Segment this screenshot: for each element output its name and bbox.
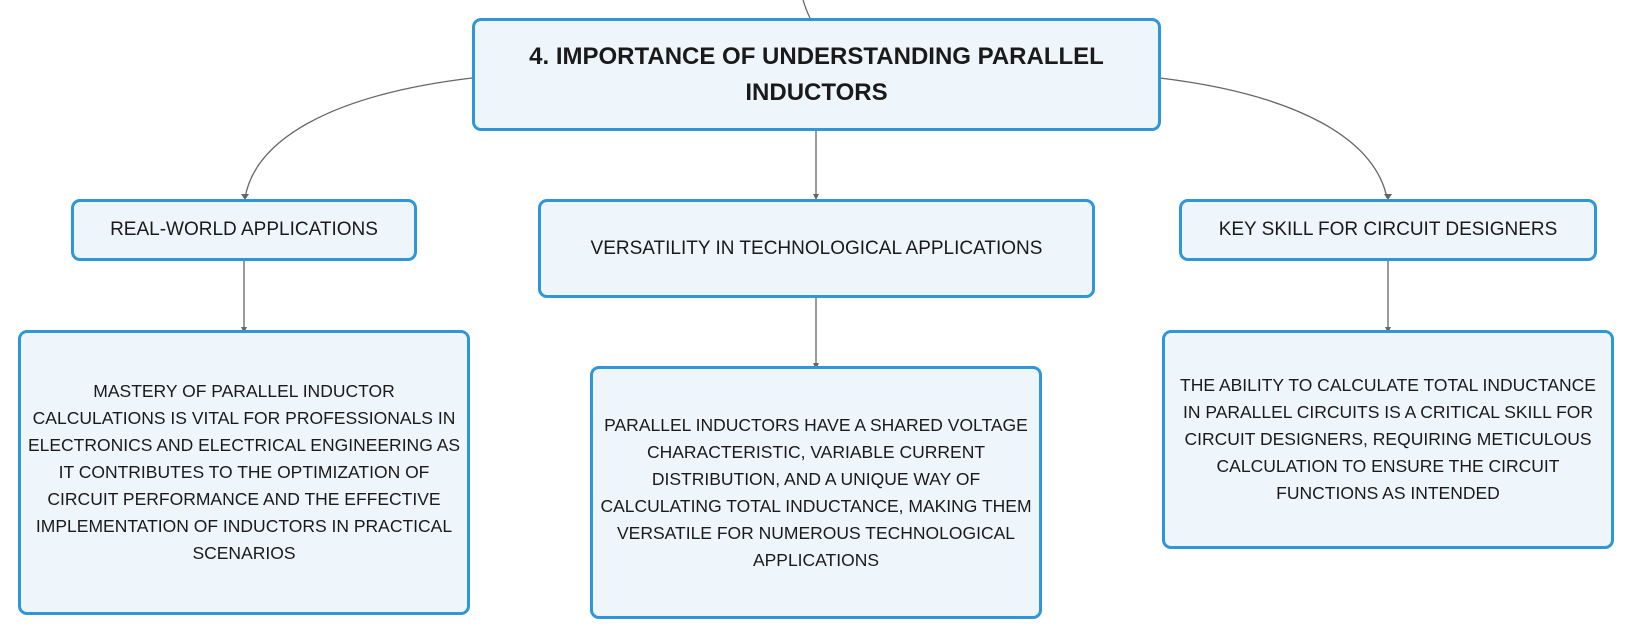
branch-node-label: KEY SKILL FOR CIRCUIT DESIGNERS xyxy=(1218,219,1558,240)
root-node-title: 4. IMPORTANCE OF UNDERSTANDING PARALLEL INDUCTORS xyxy=(529,42,1104,106)
connector-root-to-branch-left xyxy=(245,78,472,198)
branch-node-key-skill[interactable] xyxy=(1179,199,1597,261)
connector-parent-to-root xyxy=(803,0,810,18)
leaf-node-text: THE ABILITY TO CALCULATE TOTAL INDUCTANCE IN PARALLEL CIRCUITS IS A CRITICAL SKILL FOR CIRCUIT DESIGNERS, REQUIRING METICULOUS CALCULATION TO ENSURE THE CIRCUIT FUNCTIONS AS INTENDED xyxy=(1180,375,1596,503)
leaf-node-text: MASTERY OF PARALLEL INDUCTOR CALCULATIONS IS VITAL FOR PROFESSIONALS IN ELECTRONICS AND ELECTRICAL ENGINEERING AS IT CONTRIBUTES TO THE OPTIMIZATION OF CIRCUIT PERFORMANCE AND THE EFFECTIVE IMPLEMENTATION OF INDUCTORS IN PRACTICAL SCENARIOS xyxy=(27,381,461,563)
leaf-node-text: PARALLEL INDUCTORS HAVE A SHARED VOLTAGE CHARACTERISTIC, VARIABLE CURRENT DISTRIBUTION, AND A UNIQUE WAY OF CALCULATING TOTAL INDUCTANCE, MAKING THEM VERSATILE FOR NUMEROUS TECHNOLOGICAL APPLICATIONS xyxy=(600,414,1032,570)
leaf-node-versatility[interactable] xyxy=(590,366,1042,619)
leaf-node-real-world-applications[interactable] xyxy=(18,330,470,615)
root-node[interactable] xyxy=(472,18,1161,131)
branch-node-label: VERSATILITY IN TECHNOLOGICAL APPLICATIONS xyxy=(590,237,1043,259)
branch-node-real-world-applications[interactable] xyxy=(71,199,417,261)
leaf-node-key-skill[interactable] xyxy=(1162,330,1614,549)
connector-root-to-branch-right xyxy=(1160,78,1387,198)
branch-node-label: REAL-WORLD APPLICATIONS xyxy=(110,219,378,240)
branch-node-versatility[interactable] xyxy=(538,199,1095,298)
